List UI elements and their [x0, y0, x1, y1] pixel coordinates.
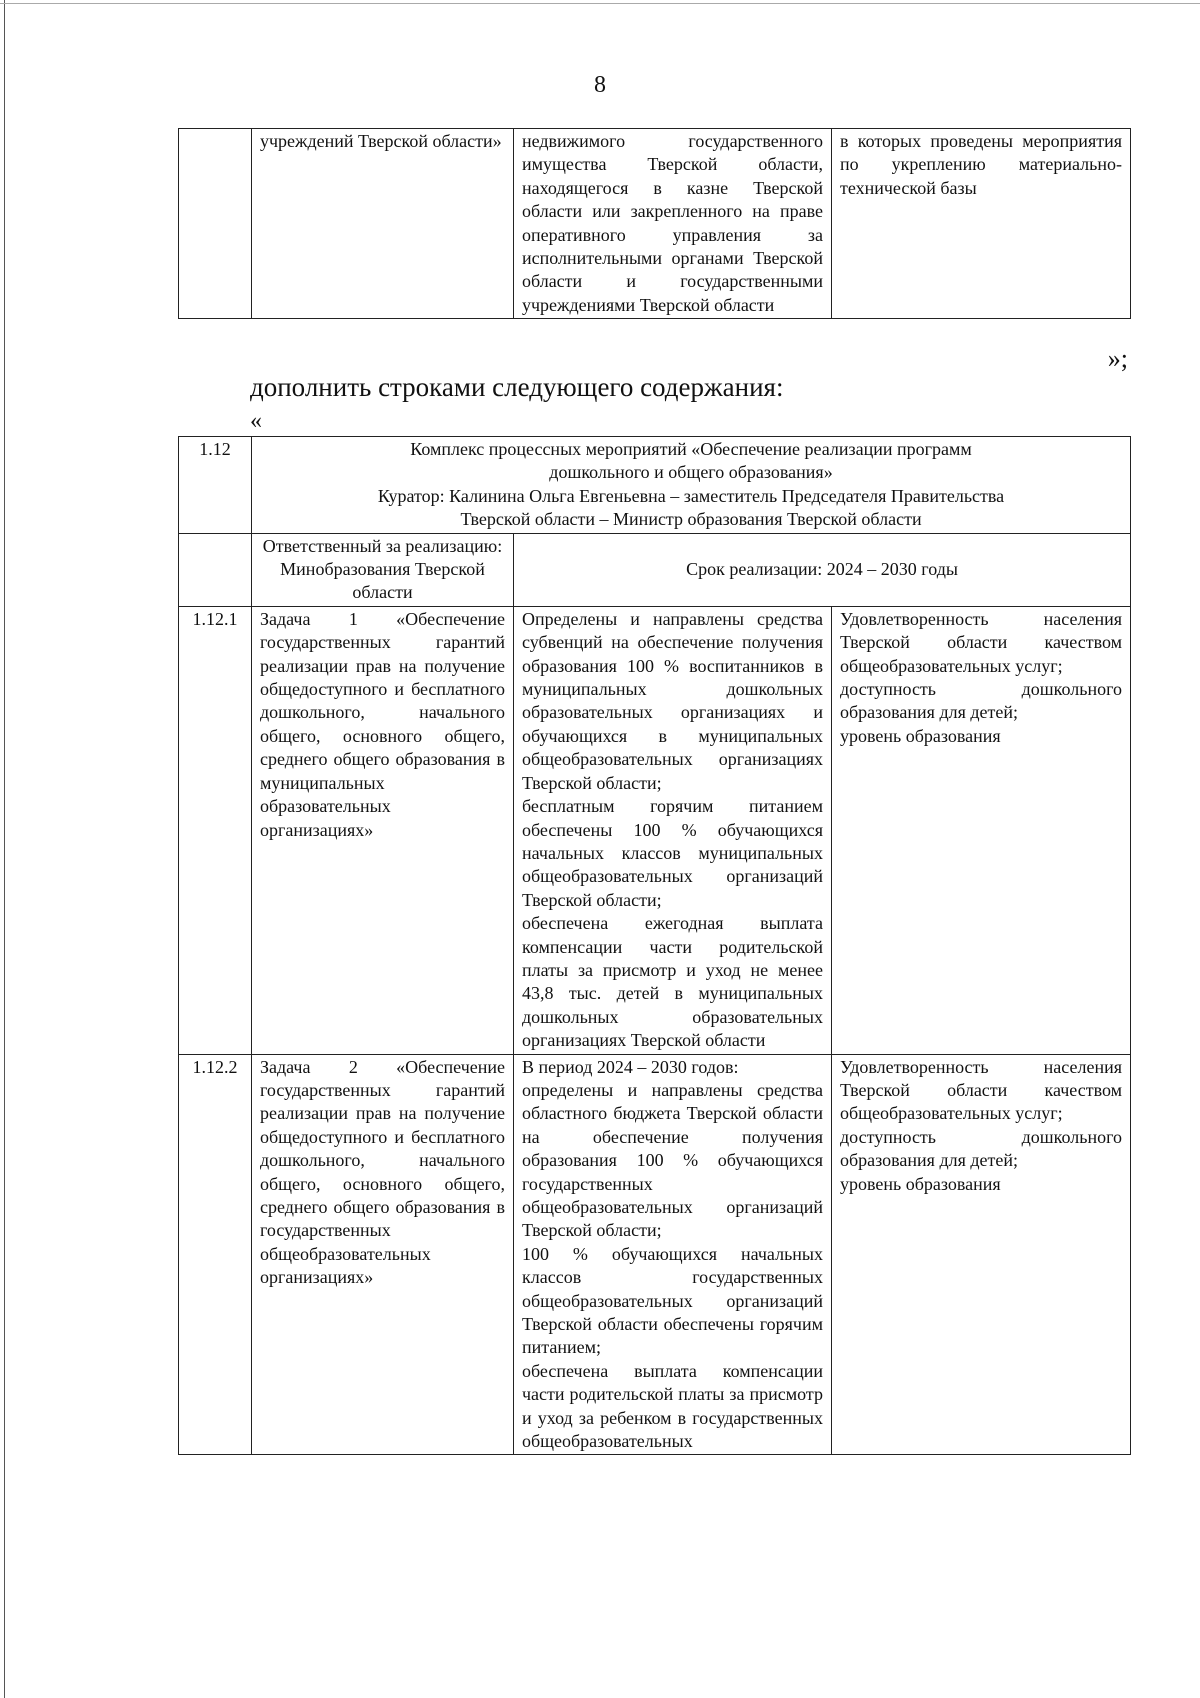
result-cell: [514, 1054, 832, 1455]
table-row: [179, 129, 1131, 319]
result-cell: [514, 606, 832, 1054]
complex-title-line: дошкольного и общего образования»: [549, 462, 833, 483]
table-cell-indicator: в которых проведены мероприятия по укреплению материально-технической базы: [832, 129, 1131, 319]
indicator-item: доступность дошкольного образования для детей;: [840, 1126, 1123, 1171]
result-item: обеспечена ежегодная выплата компенсации части родительской платы за присмотр и уход не менее 43,8 тыс. детей в муниципальных дошкольных образовательных организациях Тверской области: [522, 913, 823, 1051]
opening-quote: «: [250, 408, 262, 434]
indicator-item: Удовлетворенность населения Тверской области качеством общеобразовательных услуг;: [840, 1056, 1123, 1124]
table-row: [179, 606, 1131, 1054]
indicator-cell: [832, 1054, 1131, 1455]
indicator-cell: [832, 606, 1131, 1054]
result-item: бесплатным горячим питанием обеспечены 100 % обучающихся начальных классов муниципальных общеобразовательных организаций Тверской области;: [522, 796, 823, 910]
curator-line: Тверской области – Министр образования Тверской области: [460, 509, 922, 530]
responsible-cell: Ответственный за реализацию: Минобразования Тверской области: [252, 533, 514, 606]
complex-title: [252, 437, 1131, 534]
table-row: [179, 1054, 1131, 1455]
continued-table: [178, 128, 1131, 319]
result-item: определены и направлены средства областного бюджета Тверской области на обеспечение получения образования 100 % обучающихся государственных общеобразовательных организаций Тверской области;: [522, 1079, 823, 1241]
result-item: В период 2024 – 2030 годов:: [522, 1056, 739, 1077]
table-cell-name: учреждений Тверской области»: [252, 129, 514, 319]
intro-text: дополнить строками следующего содержания:: [250, 372, 784, 402]
table-cell-number: [179, 129, 252, 319]
indicator-item: уровень образования: [840, 1173, 1001, 1194]
task-cell: Задача 2 «Обеспечение государственных гарантий реализации прав на получение общедоступного и бесплатного дошкольного, начального общего, основного общего, среднего общего образования в государственных общеобразовательных организациях»: [252, 1054, 514, 1455]
result-item: обеспечена выплата компенсации части родительской платы за присмотр и уход за ребенком в государственных общеобразовательных: [522, 1360, 823, 1452]
curator-line: Куратор: Калинина Ольга Евгеньевна – заместитель Председателя Правительства: [377, 485, 1005, 506]
page-number: 8: [594, 72, 606, 98]
scan-edge-left: [4, 0, 5, 1698]
row-number: 1.12.1: [179, 606, 252, 1054]
result-item: Определены и направлены средства субвенций на обеспечение получения образования 100 % воспитанников в муниципальных дошкольных образовательных организациях и обучающихся в муниципальных общеобразовательных организациях Тверской области;: [522, 608, 823, 793]
closing-quote: »;: [1107, 344, 1128, 373]
task-cell: Задача 1 «Обеспечение государственных гарантий реализации прав на получение общедоступного и бесплатного дошкольного, начального общего, основного общего, среднего общего образования в муниципальных образовательных организациях»: [252, 606, 514, 1054]
table-header-row: [179, 437, 1131, 534]
indicator-item: уровень образования: [840, 725, 1001, 746]
program-table: [178, 436, 1131, 1455]
term-cell: Срок реализации: 2024 – 2030 годы: [514, 533, 1131, 606]
scan-edge-top: [0, 3, 1200, 4]
complex-title-line: Комплекс процессных мероприятий «Обеспечение реализации программ: [410, 439, 972, 459]
responsible-row: [179, 533, 1131, 606]
result-item: 100 % обучающихся начальных классов государственных общеобразовательных организаций Тверской области обеспечены горячим питанием;: [522, 1243, 823, 1358]
row-number: 1.12.2: [179, 1054, 252, 1455]
table-cell-result: недвижимого государственного имущества Тверской области, находящегося в казне Тверской области или закрепленного на праве оперативного управления за исполнительными органами Тверской области и государственными учреждениями Тверской области: [514, 129, 832, 319]
indicator-item: доступность дошкольного образования для детей;: [840, 679, 1123, 723]
table-cell-number: [179, 533, 252, 606]
indicator-item: Удовлетворенность населения Тверской области качеством общеобразовательных услуг;: [840, 608, 1123, 676]
row-number: 1.12: [179, 437, 252, 534]
